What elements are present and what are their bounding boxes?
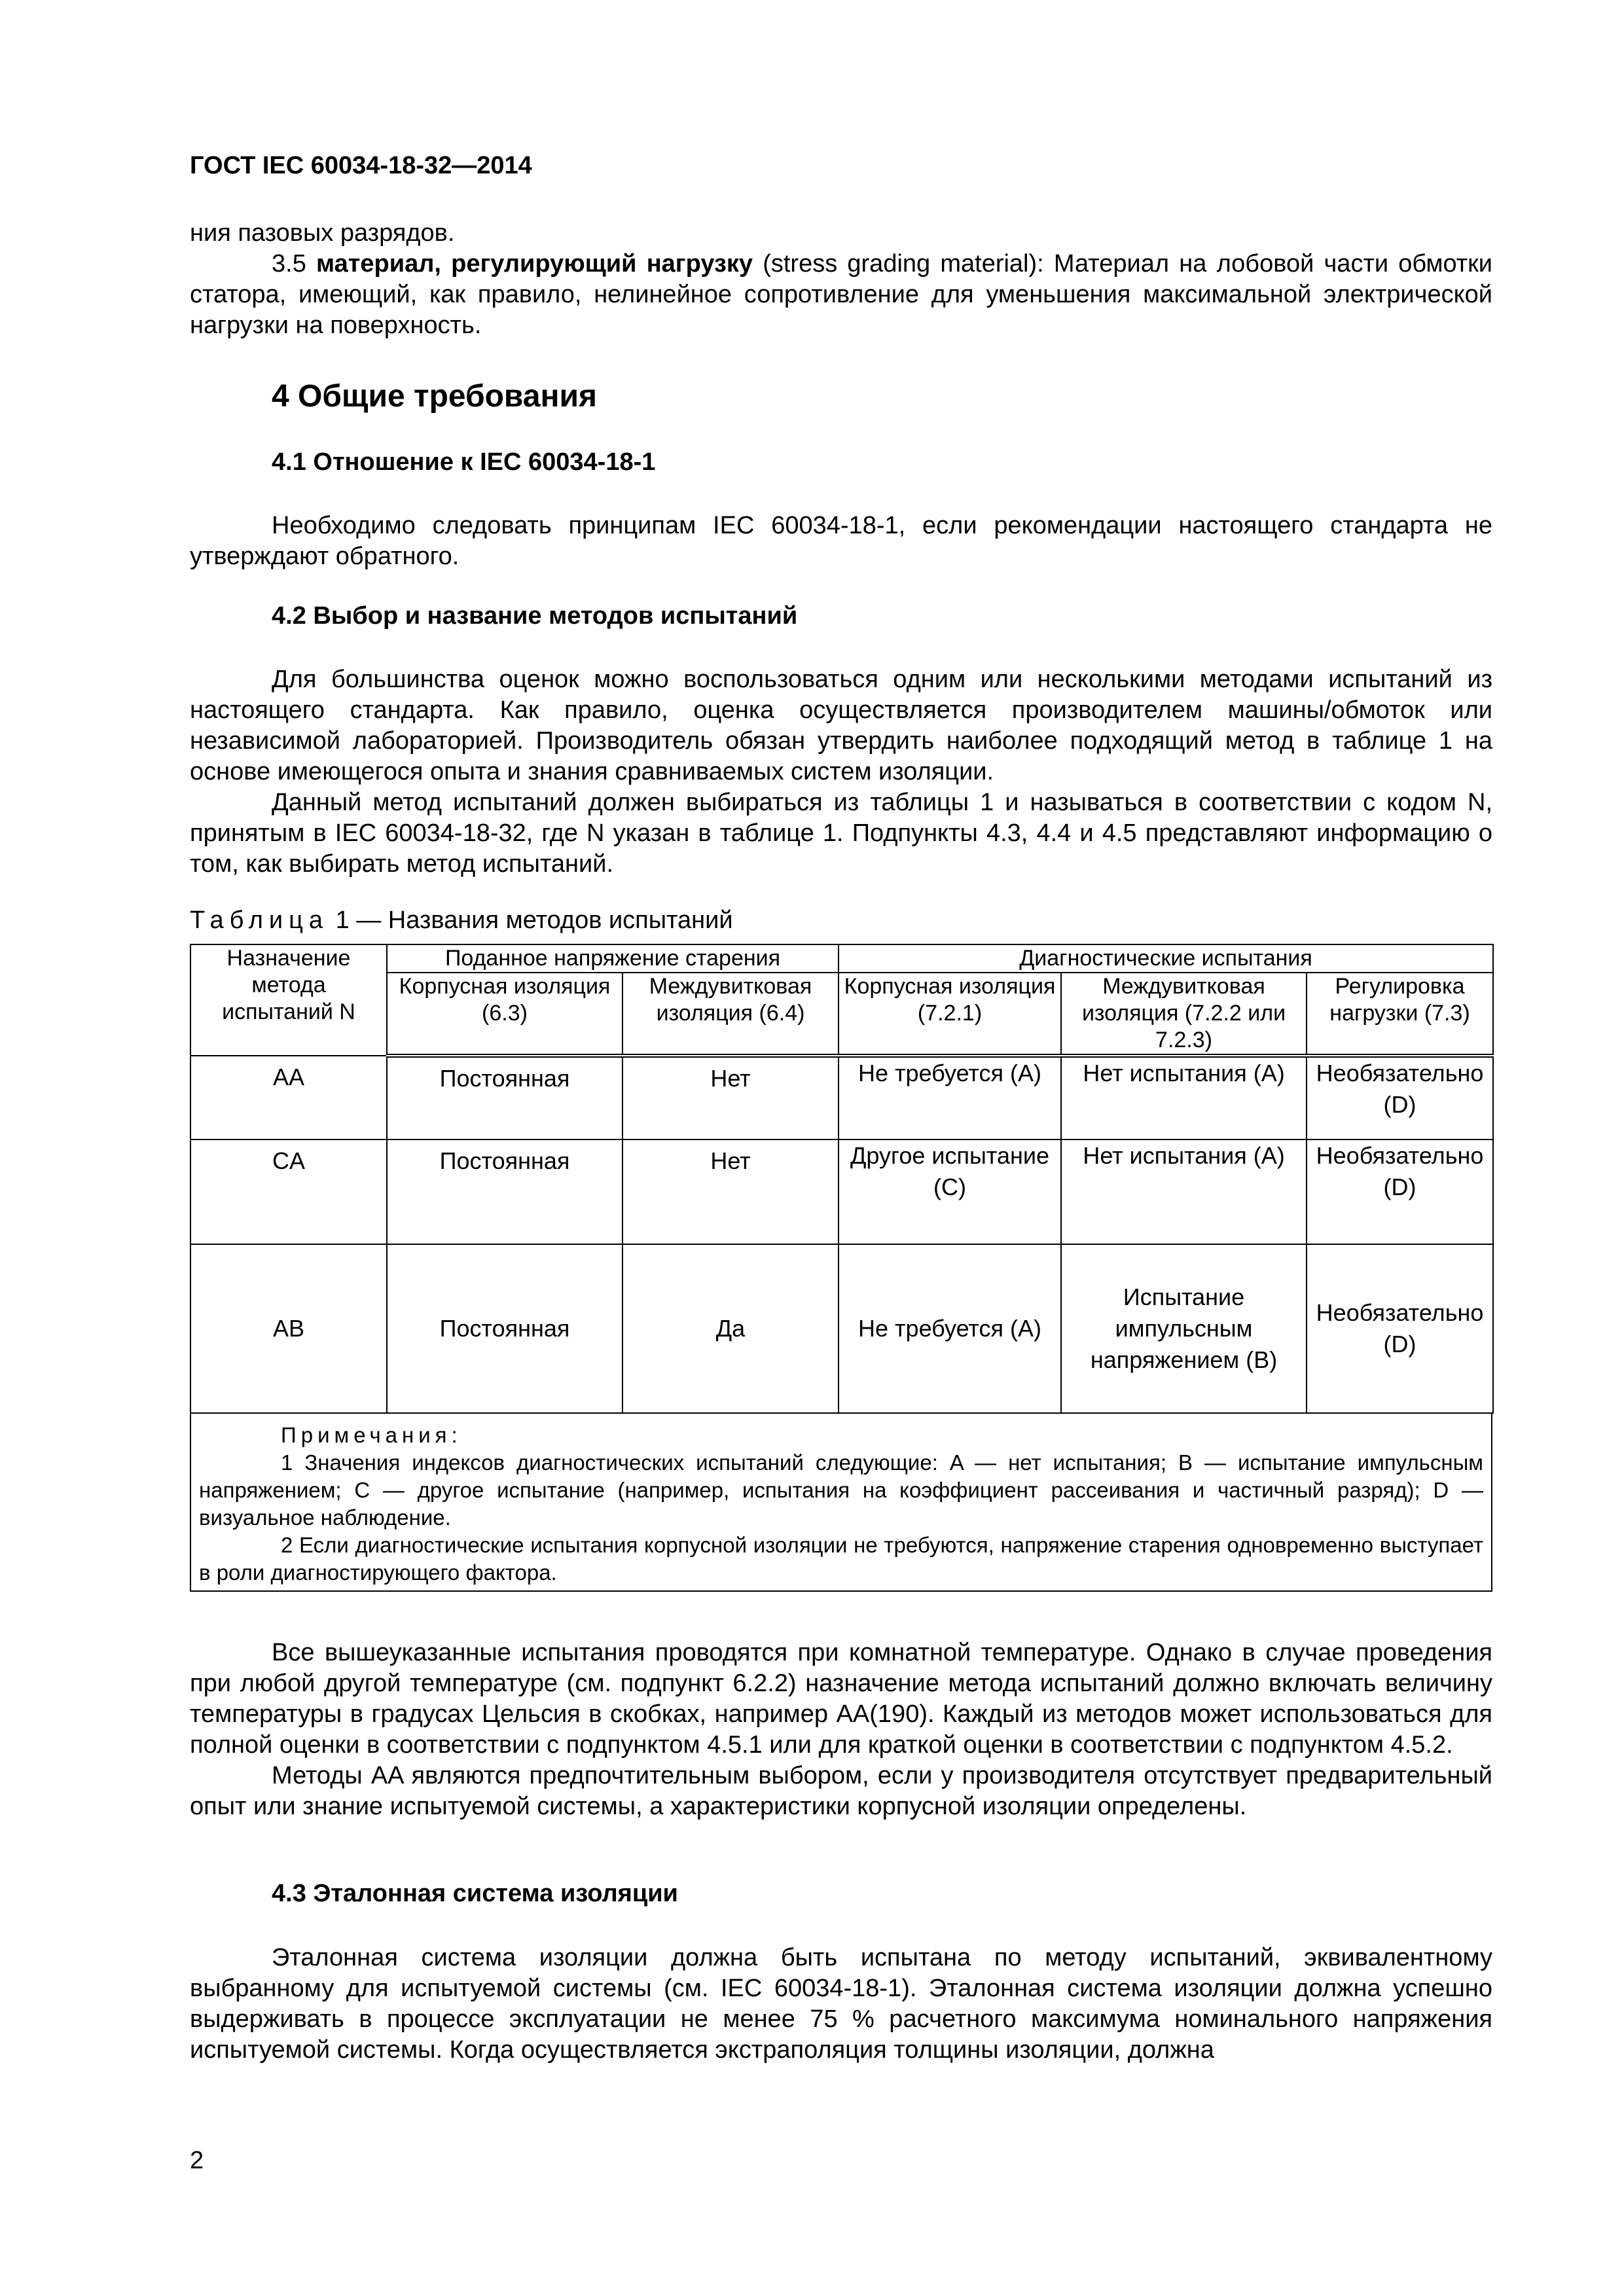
document-code: ГОСТ IEC 60034-18-32—2014 [190,152,532,179]
header-diag-ground: Корпусная изоляция (7.2.1) [839,973,1061,1056]
paragraph: Методы AA являются предпочтительным выбором, если у производителя отсутствует предварительный опыт или знание испытуемой системы, а характеристики корпусной изоляции определены. [190,1762,1492,1820]
notes-label: Примечания: [281,1423,462,1447]
header-diag-stress: Регулировка нагрузки (7.3) [1307,973,1493,1056]
paragraph: Для большинства оценок можно воспользоваться одним или несколькими методами испытаний из настоящего стандарта. Как правило, оценка осуществляется производителем машины/обмоток или независимой лабораторией. Производитель обязан утвердить наиболее подходящий метод в таблице 1 на основе имеющегося опыта и знания сравниваемых систем изоляции. [190,666,1492,785]
section-4-2-title: 4.2 Выбор и название методов испытаний [272,602,798,630]
page-number: 2 [190,2147,204,2174]
header-aging-turn: Междувитковая изоляция (6.4) [623,973,839,1056]
section-4-3-title: 4.3 Эталонная система изоляции [272,1880,678,1907]
methods-table [190,944,1494,1414]
table-1 [190,944,1492,1592]
document-page [190,0,1492,2296]
section-4-title: 4 Общие требования [272,379,597,414]
table-caption [190,906,733,935]
definition-3-5 [190,249,1492,341]
table-row: AA Постоянная Нет Не требуется (A) Нет испытания (A) Необязательно (D) [190,1056,1493,1139]
header-diagnostic-tests: Диагностические испытания [839,944,1493,973]
item-number: 3.5 [272,250,306,278]
table-row: AB Постоянная Да Не требуется (A) Испытание импульсным напряжением (B) Необязательно (D) [190,1244,1493,1413]
header-designation: Назначение метода испытаний N [190,944,387,1056]
section-4-3-text: Эталонная система изоляции должна быть испытана по методу испытаний, эквивалентному выбранному для испытуемой системы (см. IEC 60034-18-1). Эталонная система изоляции должна успешно выдерживать в процессе эксплуатации не менее 75 % расчетного максимума номинального напряжения испытуемой системы. Когда осуществляется экстраполяция толщины изоляции, должна [190,1944,1492,2064]
item-term: материал, регулирующий нагрузку [316,250,753,278]
note-1: 1 Значения индексов диагностических испытаний следующие: A — нет испытания; B — испытание импульсным напряжением; C — другое испытание (например, испытания на коэффициент рассеивания и частичный разряд); D — визуальное наблюдение. [199,1450,1483,1530]
continuation-line: ния пазовых разрядов. [190,219,455,247]
item-definition: (stress grading material): Материал на лобовой части обмотки статора, имеющий, как правило, нелинейное сопротивление для уменьшения максимальной электрической нагрузки на поверхность. [190,250,1493,339]
table-notes [190,1414,1492,1592]
intro-block [190,218,1492,341]
paragraph: Все вышеуказанные испытания проводятся при комнатной температуре. Однако в случае проведения при любой другой температуре (см. подпункт 6.2.2) назначение метода испытаний должно включать величину температуры в градусах Цельсия в скобках, например AA(190). Каждый из методов может использоваться для полной оценки в соответствии с подпунктом 4.5.1 или для краткой оценки в соответствии с подпунктом 4.5.2. [190,1639,1492,1759]
paragraph: Данный метод испытаний должен выбираться из таблицы 1 и называться в соответствии с кодом N, принятым в IEC 60034-18-32, где N указан в таблице 1. Подпункты 4.3, 4.4 и 4.5 представляют информацию о том, как выбирать метод испытаний. [190,789,1492,878]
caption-label: Таблица [190,906,329,934]
header-aging-voltage: Поданное напряжение старения [387,944,839,973]
after-table-text [190,1638,1492,1822]
section-4-2-text [190,664,1492,880]
header-aging-ground: Корпусная изоляция (6.3) [387,973,623,1056]
section-4-1-text: Необходимо следовать принципам IEC 60034-18-1, если рекомендации настоящего стандарта не утверждают обратного. [190,512,1492,570]
table-row: CA Постоянная Нет Другое испытание (C) Нет испытания (A) Необязательно (D) [190,1139,1493,1244]
section-4-1-title: 4.1 Отношение к IEC 60034-18-1 [272,448,656,476]
header-diag-turn: Междувитковая изоляция (7.2.2 или 7.2.3) [1061,973,1307,1056]
note-2: 2 Если диагностические испытания корпусной изоляции не требуются, напряжение старения одновременно выступает в роли диагностирующего фактора. [199,1533,1483,1585]
caption-text: 1 — Названия методов испытаний [335,906,733,934]
